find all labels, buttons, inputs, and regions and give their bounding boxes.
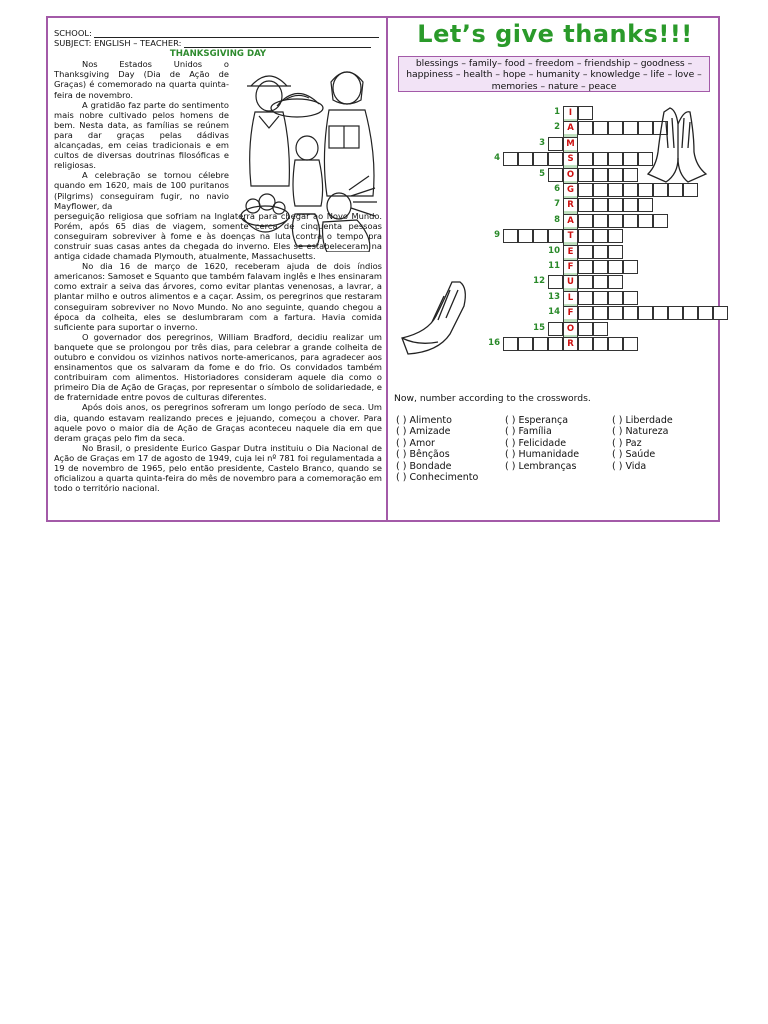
answer-option[interactable]: ( ) Alimento (396, 415, 452, 426)
crossword-cell[interactable] (593, 260, 608, 274)
crossword-cell[interactable] (623, 198, 638, 212)
answer-option[interactable]: ( ) Amizade (396, 426, 451, 438)
clue-number: 14 (548, 307, 560, 317)
crossword-cell[interactable] (518, 337, 533, 351)
paragraph-2: A gratidão faz parte do sentimento mais nobre cultivado pelos homens de bem. Nesta data, as famílias se reúnem para dar graças pelas dádivas alcançadas, em ceias tradicionais e em cultos de diversas doutrinas filosóficas e religiosas. (54, 99, 229, 171)
crossword-cell[interactable] (608, 121, 623, 135)
crossword-cell[interactable] (578, 260, 593, 274)
answer-option[interactable]: ( ) Família (505, 426, 552, 438)
crossword-cell[interactable] (578, 106, 593, 120)
answer-option[interactable]: ( ) Saúde (612, 449, 656, 461)
clue-number: 1 (554, 107, 560, 117)
paragraph-4: No dia 16 de março de 1620, receberam ajuda de dois índios americanos: Samoset e Squanto que também falavam inglês e lhes ensinaram como extrair a seiva das árvores, como evitar plantas venenosas, a lavrar, a plantar milho e outros alimentos e a caçar. Assim, os peregrinos que restaram conseguiram sobreviver no Novo Mundo. No ano seguinte, quando chegou a época da colheita, eles se deslumbraram com a fartura. Havia comida suficiente para suportar o inverno. (54, 261, 382, 332)
crossword-cell[interactable] (578, 229, 593, 243)
paragraph-5: O governador dos peregrinos, William Bradford, decidiu realizar um banquete que se prolongou por três dias, para celebrar a grande colheita de outubro e convidou os vizinhos nativos norte-americanos, para agradecer aos ensinamentos que os salvaram da fome e do frio. Os convidados também contribuiram com alimentos. Historiadores consideram aquele dia como o primeiro Dia de Ação de Graças, por representar o símbolo de solidariedade, e de fraternidade entre povos de culturas diferentes. (54, 331, 382, 403)
crossword-cell[interactable] (578, 337, 593, 351)
crossword-cell[interactable] (623, 291, 638, 305)
paragraph-3a: A celebração se tornou célebre quando em 1620, mais de 100 puritanos (Pilgrims) conseguiram fugir, no navio Mayflower, da (54, 170, 229, 211)
crossword-cell[interactable] (638, 306, 653, 320)
crossword-cell[interactable] (593, 152, 608, 166)
crossword-cell[interactable] (608, 275, 623, 289)
crossword-cell[interactable] (608, 306, 623, 320)
crossword-cell[interactable] (608, 245, 623, 259)
key-letter-cell: U (563, 275, 578, 289)
clue-number: 8 (554, 215, 560, 225)
word-bank: blessings – family– food – freedom – friendship – goodness – happiness – health – hope – humanity – knowledge – life – love –memories – nature – peace (398, 56, 710, 92)
crossword-cell[interactable] (668, 306, 683, 320)
answer-option[interactable]: ( ) Esperança (505, 415, 569, 426)
crossword-cell[interactable] (578, 198, 593, 212)
key-letter-cell: I (563, 106, 578, 120)
crossword-cell[interactable] (623, 306, 638, 320)
crossword-cell[interactable] (593, 121, 608, 135)
crossword-cell[interactable] (593, 306, 608, 320)
praying-hands-icon (398, 276, 474, 358)
school-line (54, 28, 382, 38)
subject-label: SUBJECT: ENGLISH – TEACHER: (54, 38, 182, 49)
crossword-cell[interactable] (683, 306, 698, 320)
crossword-cell[interactable] (503, 229, 518, 243)
crossword-cell[interactable] (548, 322, 563, 336)
key-letter-cell: R (563, 337, 578, 351)
key-letter-cell: A (563, 214, 578, 228)
crossword-cell[interactable] (638, 198, 653, 212)
crossword-cell[interactable] (608, 152, 623, 166)
key-letter-cell: L (563, 291, 578, 305)
paragraph-3b: perseguição religiosa que sofriam na Inglaterra para chegar ao Novo Mundo. Porém, após 65 dias de viagem, somente cerca de cinquenta pessoas conseguiram sobreviver à fome e às doenças na luta contra o tempo pra construir suas casas antes da chegada do inverno. Eles se estabeleceram na antiga cidade chamada Plymouth, atualmente, Massachusetts. (54, 210, 382, 262)
crossword-cell[interactable] (593, 337, 608, 351)
clue-number: 3 (539, 138, 545, 148)
key-letter-cell: O (563, 168, 578, 182)
clue-number: 16 (488, 338, 500, 348)
school-label: SCHOOL: (54, 28, 92, 38)
crossword-cell[interactable] (578, 306, 593, 320)
answer-option[interactable]: ( ) Liberdade (612, 415, 673, 426)
instruction-text: Now, number according to the crosswords. (394, 393, 591, 404)
clue-number: 15 (533, 323, 545, 333)
clue-number: 9 (494, 230, 500, 240)
crossword-cell[interactable] (593, 183, 608, 197)
key-letter-cell: O (563, 322, 578, 336)
answer-option[interactable]: ( ) Lembranças (505, 460, 577, 472)
crossword-cell[interactable] (578, 214, 593, 228)
crossword-cell[interactable] (698, 306, 713, 320)
crossword-cell[interactable] (608, 337, 623, 351)
paragraph-7: No Brasil, o presidente Eurico Gaspar Dutra instituiu o Dia Nacional de Ação de Graças em 17 de agosto de 1949, cuja lei nº 781 foi regulamentada a 19 de novembro de 1965, pelo então presidente, Castelo Branco, quando se oficializou a quarta quinta-feira do mês de novembro para a comemoração em todo o território nacional. (54, 442, 382, 494)
crossword-cell[interactable] (578, 152, 593, 166)
crossword-cell[interactable] (578, 275, 593, 289)
crossword-cell[interactable] (533, 337, 548, 351)
answer-option[interactable]: ( ) Conhecimento (396, 472, 479, 483)
key-letter-cell: E (563, 245, 578, 259)
column-divider (386, 18, 388, 520)
answer-option[interactable]: ( ) Amor (396, 437, 435, 449)
key-letter-cell: F (563, 260, 578, 274)
crossword-cell[interactable] (713, 306, 728, 320)
key-letter-cell: M (563, 137, 578, 151)
crossword-cell[interactable] (548, 229, 563, 243)
crossword-cell[interactable] (593, 229, 608, 243)
crossword-cell[interactable] (533, 152, 548, 166)
crossword-cell[interactable] (623, 183, 638, 197)
crossword-cell[interactable] (578, 245, 593, 259)
crossword-cell[interactable] (503, 152, 518, 166)
crossword-cell[interactable] (593, 322, 608, 336)
crossword-cell[interactable] (623, 152, 638, 166)
crossword-cell[interactable] (608, 291, 623, 305)
crossword-cell[interactable] (548, 152, 563, 166)
article-title: THANKSGIVING DAY (169, 49, 267, 60)
crossword-cell[interactable] (593, 168, 608, 182)
answer-option[interactable]: ( ) Humanidade (505, 449, 580, 461)
answer-option[interactable]: ( ) Felicidade (505, 437, 567, 449)
crossword-cell[interactable] (608, 198, 623, 212)
crossword-cell[interactable] (623, 337, 638, 351)
crossword-cell[interactable] (623, 168, 638, 182)
clue-number: 7 (554, 199, 560, 209)
activity-column (390, 18, 720, 520)
crossword-cell[interactable] (548, 337, 563, 351)
crossword-cell[interactable] (578, 121, 593, 135)
key-letter-cell: S (563, 152, 578, 166)
key-letter-cell: F (563, 306, 578, 320)
subject-line (54, 38, 382, 48)
crossword-cell[interactable] (608, 229, 623, 243)
crossword-cell[interactable] (578, 291, 593, 305)
crossword-cell[interactable] (623, 214, 638, 228)
crossword-cell[interactable] (503, 337, 518, 351)
key-letter-cell: R (563, 198, 578, 212)
crossword-cell[interactable] (608, 168, 623, 182)
answer-option[interactable]: ( ) Vida (612, 460, 647, 472)
crossword-cell[interactable] (578, 322, 593, 336)
crossword-cell[interactable] (593, 198, 608, 212)
crossword-cell[interactable] (593, 214, 608, 228)
crossword-cell[interactable] (533, 229, 548, 243)
crossword-cell[interactable] (518, 152, 533, 166)
crossword-cell[interactable] (593, 291, 608, 305)
crossword-cell[interactable] (623, 121, 638, 135)
worksheet (46, 16, 720, 522)
answer-option[interactable]: ( ) Bondade (396, 460, 452, 472)
answer-option[interactable]: ( ) Bênçãos (396, 449, 450, 461)
crossword-cell[interactable] (593, 245, 608, 259)
key-letter-cell: G (563, 183, 578, 197)
clue-number: 6 (554, 184, 560, 194)
activity-title: Let’s give thanks!!! (417, 20, 693, 48)
crossword-cell[interactable] (653, 214, 668, 228)
key-letter-cell: T (563, 229, 578, 243)
crossword-cell[interactable] (593, 275, 608, 289)
crossword-cell[interactable] (623, 260, 638, 274)
clue-number: 5 (539, 169, 545, 179)
crossword-cell[interactable] (653, 306, 668, 320)
clue-number: 10 (548, 246, 560, 256)
answer-option[interactable]: ( ) Natureza (612, 426, 669, 438)
clue-number: 11 (548, 261, 560, 271)
teacher-blank[interactable] (184, 47, 371, 48)
crossword-cell[interactable] (638, 214, 653, 228)
clue-number: 2 (554, 122, 560, 132)
crossword-cell[interactable] (578, 183, 593, 197)
crossword-cell[interactable] (548, 137, 563, 151)
clue-number: 13 (548, 292, 560, 302)
reading-column (54, 28, 382, 493)
key-letter-cell: A (563, 121, 578, 135)
answer-option[interactable]: ( ) Paz (612, 437, 642, 449)
clue-number: 12 (533, 276, 545, 286)
crossword-cell[interactable] (608, 260, 623, 274)
crossword-cell[interactable] (548, 275, 563, 289)
clue-number: 4 (494, 153, 500, 163)
paragraph-6: Após dois anos, os peregrinos sofreram um longo período de seca. Um dia, quando estavam realizando preces e jejuando, começou a chover. Para aquele povo o maior dia de Ação de Graças aconteceu naquele dia em que deram graças pelo fim da seca. (54, 402, 382, 443)
crossword-cell[interactable] (608, 183, 623, 197)
crossword-cell[interactable] (518, 229, 533, 243)
crossword-cell[interactable] (548, 168, 563, 182)
praying-hands-icon (644, 104, 710, 186)
crossword-cell[interactable] (608, 214, 623, 228)
pilgrims-illustration (237, 56, 379, 252)
paragraph-1: Nos Estados Unidos o Thanksgiving Day (Dia de Ação de Graças) é comemorado na quarta quinta-feira de novembro. (54, 59, 229, 100)
crossword-cell[interactable] (578, 168, 593, 182)
